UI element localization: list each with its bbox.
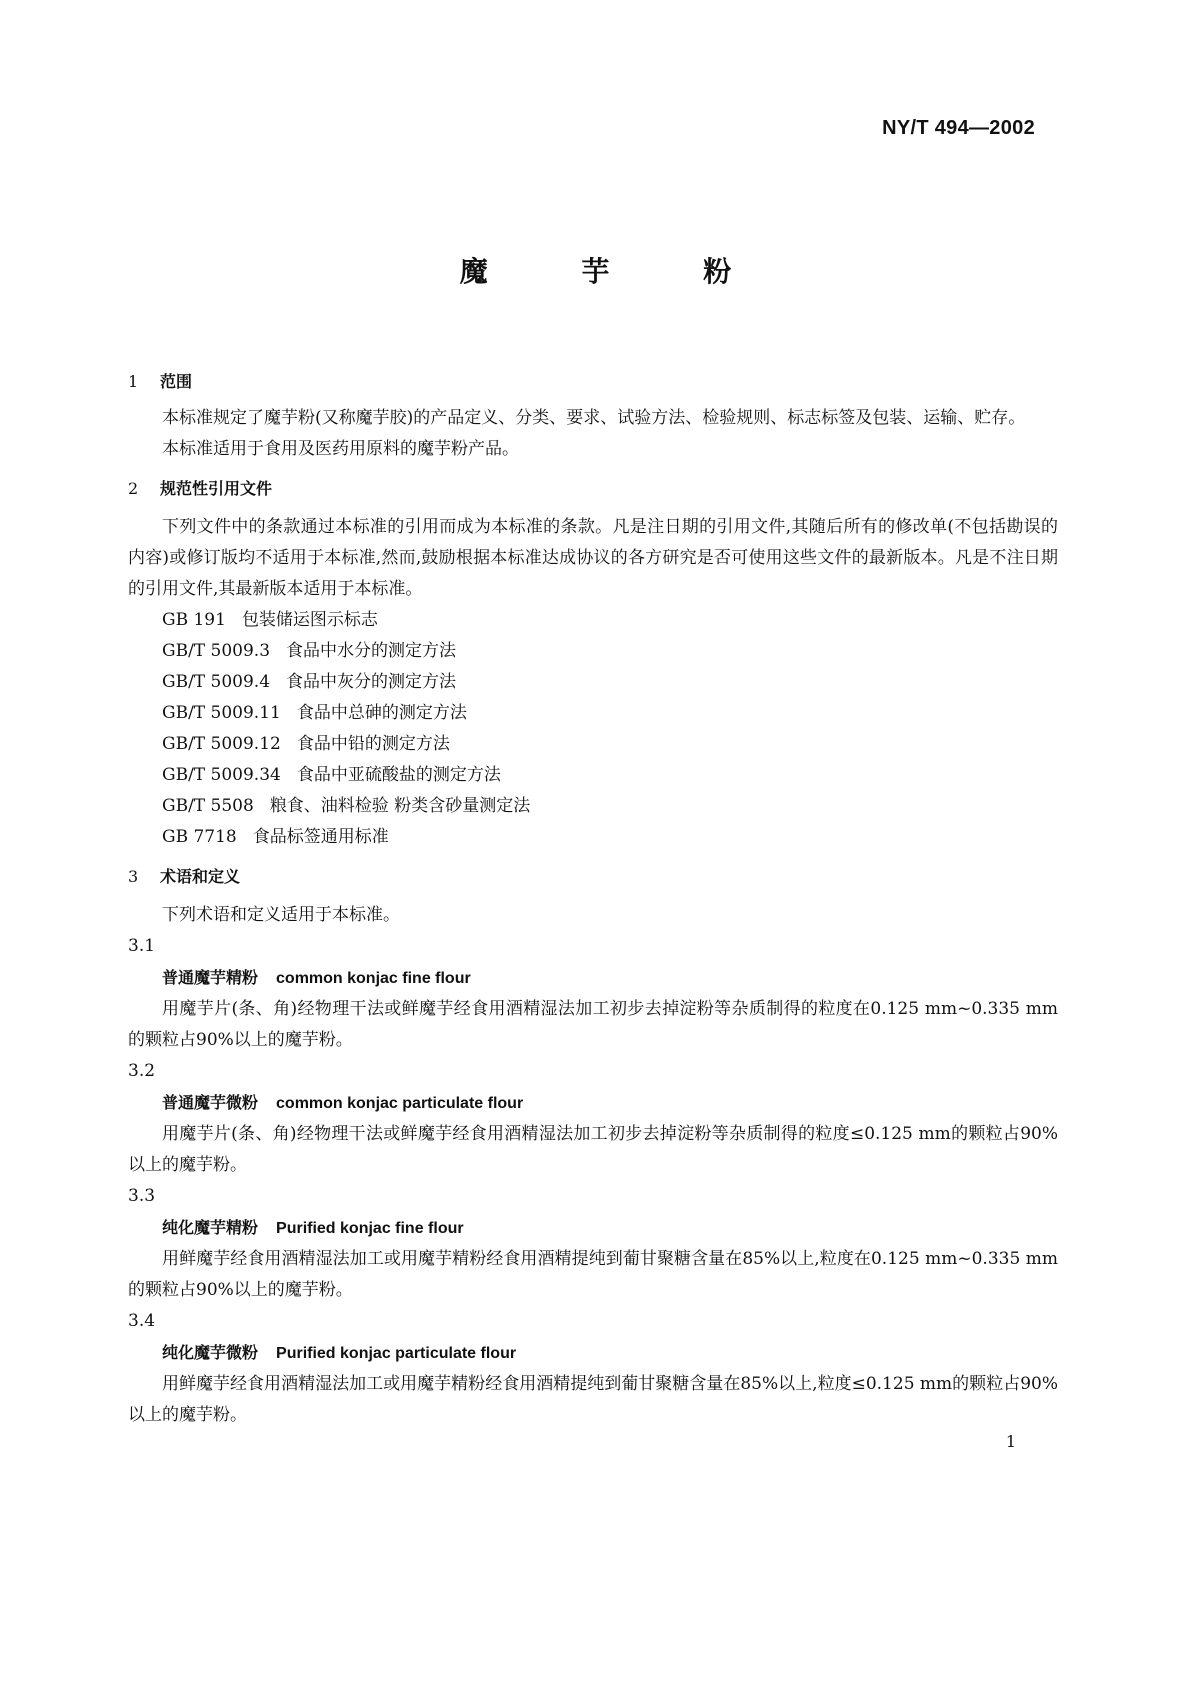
term-number: 3.1 xyxy=(128,936,156,956)
reference-code: GB/T 5009.34 xyxy=(162,765,281,785)
term-number: 3.3 xyxy=(128,1186,156,1206)
reference-title: 粮食、油料检验 粉类含砂量测定法 xyxy=(269,796,531,816)
section-1-heading xyxy=(128,366,1058,397)
term-zh: 纯化魔芋微粉 xyxy=(162,1343,259,1362)
term-heading xyxy=(128,1337,1058,1369)
reference-code: GB/T 5508 xyxy=(162,796,254,816)
reference-code: GB/T 5009.4 xyxy=(162,672,271,692)
section-3-heading xyxy=(128,861,1058,892)
term-zh: 纯化魔芋精粉 xyxy=(162,1218,259,1237)
reference-title: 食品中亚硫酸盐的测定方法 xyxy=(296,765,501,785)
section-number: 2 xyxy=(128,479,139,498)
reference-item xyxy=(128,822,1058,853)
section-2-heading xyxy=(128,473,1058,504)
reference-code: GB/T 5009.11 xyxy=(162,703,281,723)
term-definition: 用鲜魔芋经食用酒精湿法加工或用魔芋精粉经食用酒精提纯到葡甘聚糖含量在85%以上,粒度在0.125 mm~0.335 mm的颗粒占90%以上的魔芋粉。 xyxy=(128,1249,1058,1300)
paragraph: 下列文件中的条款通过本标准的引用而成为本标准的条款。凡是注日期的引用文件,其随后所有的修改单(不包括勘误的内容)或修订版均不适用于本标准,然而,鼓励根据本标准达成协议的各方研究是否可使用这些文件的最新版本。凡是不注日期的引用文件,其最新版本适用于本标准。 xyxy=(128,517,1058,599)
section-number: 1 xyxy=(128,372,139,391)
page-number: 1 xyxy=(1005,1432,1016,1451)
standard-code: NY/T 494—2002 xyxy=(882,117,1035,139)
term-en: Purified konjac particulate flour xyxy=(276,1345,517,1362)
section-title: 术语和定义 xyxy=(160,867,241,886)
reference-code: GB/T 5009.12 xyxy=(162,734,281,754)
reference-title: 食品中水分的测定方法 xyxy=(286,641,457,661)
reference-title: 食品中总砷的测定方法 xyxy=(296,703,467,723)
reference-item xyxy=(128,729,1058,760)
paragraph: 下列术语和定义适用于本标准。 xyxy=(162,905,400,925)
reference-item xyxy=(128,636,1058,667)
reference-title: 食品中铅的测定方法 xyxy=(296,734,450,754)
term-number: 3.2 xyxy=(128,1061,156,1081)
section-title: 范围 xyxy=(160,372,193,391)
term-en: common konjac particulate flour xyxy=(276,1095,524,1112)
paragraph: 本标准规定了魔芋粉(又称魔芋胶)的产品定义、分类、要求、试验方法、检验规则、标志标签及包装、运输、贮存。 xyxy=(162,408,1026,428)
term-heading xyxy=(128,1212,1058,1244)
reference-code: GB 191 xyxy=(162,610,226,630)
reference-code: GB 7718 xyxy=(162,827,237,847)
document-title: 魔 芋 粉 xyxy=(459,255,774,288)
term-en: Purified konjac fine flour xyxy=(276,1220,464,1237)
term-zh: 普通魔芋微粉 xyxy=(162,1093,259,1112)
term-number: 3.4 xyxy=(128,1311,156,1331)
reference-item xyxy=(128,667,1058,698)
reference-item xyxy=(128,791,1058,822)
document-body xyxy=(128,366,1058,1431)
term-heading xyxy=(128,962,1058,994)
term-zh: 普通魔芋精粉 xyxy=(162,968,259,987)
term-heading xyxy=(128,1087,1058,1119)
section-number: 3 xyxy=(128,867,139,886)
reference-item xyxy=(128,698,1058,729)
reference-title: 食品中灰分的测定方法 xyxy=(286,672,457,692)
term-definition: 用魔芋片(条、角)经物理干法或鲜魔芋经食用酒精湿法加工初步去掉淀粉等杂质制得的粒度≤0.125 mm的颗粒占90%以上的魔芋粉。 xyxy=(128,1124,1058,1175)
term-definition: 用鲜魔芋经食用酒精湿法加工或用魔芋精粉经食用酒精提纯到葡甘聚糖含量在85%以上,粒度≤0.125 mm的颗粒占90%以上的魔芋粉。 xyxy=(128,1374,1058,1425)
reference-item xyxy=(128,605,1058,636)
section-title: 规范性引用文件 xyxy=(160,479,273,498)
term-en: common konjac fine flour xyxy=(276,970,471,987)
reference-title: 包装储运图示标志 xyxy=(241,610,378,630)
reference-title: 食品标签通用标准 xyxy=(252,827,389,847)
paragraph: 本标准适用于食用及医药用原料的魔芋粉产品。 xyxy=(162,439,519,459)
reference-item xyxy=(128,760,1058,791)
reference-code: GB/T 5009.3 xyxy=(162,641,271,661)
term-definition: 用魔芋片(条、角)经物理干法或鲜魔芋经食用酒精湿法加工初步去掉淀粉等杂质制得的粒度在0.125 mm~0.335 mm的颗粒占90%以上的魔芋粉。 xyxy=(128,999,1058,1050)
